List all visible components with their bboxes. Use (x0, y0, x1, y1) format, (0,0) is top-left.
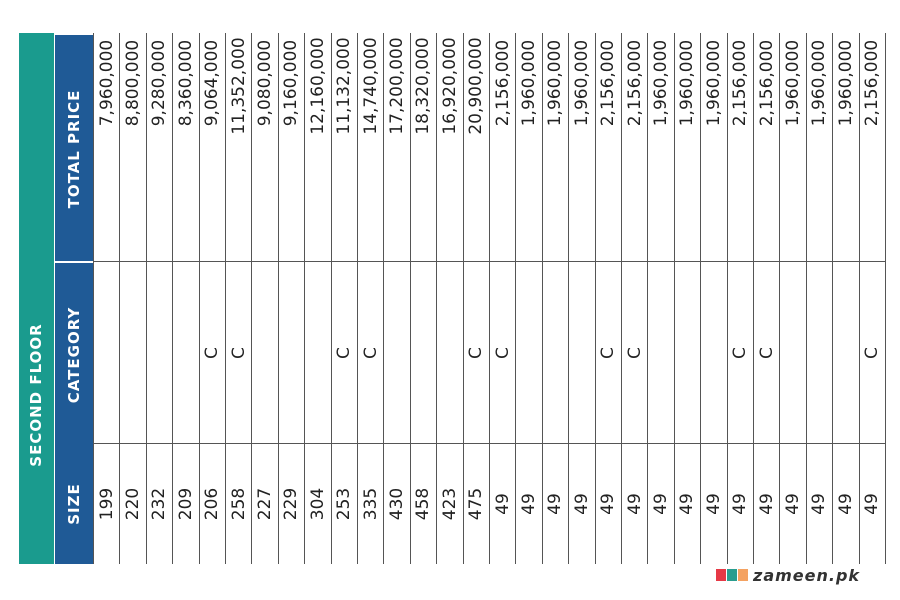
table-row (621, 33, 647, 564)
total-price-value: 11,132,000 (334, 36, 355, 135)
table-row (832, 33, 858, 564)
table-row (859, 33, 885, 564)
total-price-value: 1,960,000 (677, 39, 698, 127)
total-price-value: 9,280,000 (149, 39, 170, 127)
category-cell (305, 261, 330, 444)
table-row (172, 33, 198, 564)
size-value: 49 (598, 493, 619, 515)
size-cell (147, 444, 172, 564)
total-price-cell (252, 33, 277, 261)
total-price-value: 17,200,000 (387, 36, 408, 135)
size-cell (807, 444, 832, 564)
total-price-cell (464, 33, 489, 261)
header-category (55, 261, 93, 446)
header-size-label: SIZE (65, 483, 83, 525)
total-price-cell (411, 33, 436, 261)
total-price-value: 1,960,000 (703, 39, 724, 127)
category-cell (226, 261, 251, 444)
category-cell (728, 261, 753, 444)
table-row (727, 33, 753, 564)
size-value: 49 (519, 493, 540, 515)
total-price-value: 9,064,000 (202, 39, 223, 127)
category-value: C (466, 346, 487, 359)
category-cell (279, 261, 304, 444)
size-cell (384, 444, 409, 564)
size-cell (648, 444, 673, 564)
category-cell (200, 261, 225, 444)
size-value: 229 (281, 487, 302, 521)
size-cell (173, 444, 198, 564)
category-cell (464, 261, 489, 444)
table-row (700, 33, 726, 564)
category-cell (596, 261, 621, 444)
total-price-value: 8,360,000 (175, 39, 196, 127)
total-price-cell (226, 33, 251, 261)
category-cell (543, 261, 568, 444)
category-value: C (202, 346, 223, 359)
category-cell (437, 261, 462, 444)
size-cell (596, 444, 621, 564)
total-price-value: 2,156,000 (492, 39, 513, 127)
total-price-value: 7,960,000 (96, 39, 117, 127)
table-row (331, 33, 357, 564)
total-price-value: 2,156,000 (756, 39, 777, 127)
total-price-value: 2,156,000 (730, 39, 751, 127)
total-price-cell (596, 33, 621, 261)
total-price-cell (305, 33, 330, 261)
size-value: 258 (228, 487, 249, 521)
total-price-cell (384, 33, 409, 261)
header-total-price-label: TOTAL PRICE (65, 89, 83, 209)
size-value: 430 (387, 487, 408, 521)
size-cell (754, 444, 779, 564)
total-price-value: 1,960,000 (571, 39, 592, 127)
category-cell (94, 261, 119, 444)
total-price-value: 16,920,000 (439, 36, 460, 135)
size-cell (728, 444, 753, 564)
table-row (251, 33, 277, 564)
category-cell (358, 261, 383, 444)
table-row (753, 33, 779, 564)
size-value: 227 (255, 487, 276, 521)
category-cell (701, 261, 726, 444)
size-cell (701, 444, 726, 564)
total-price-value: 18,320,000 (413, 36, 434, 135)
total-price-cell (780, 33, 805, 261)
size-value: 49 (651, 493, 672, 515)
category-cell (252, 261, 277, 444)
category-cell (411, 261, 436, 444)
category-value: C (334, 346, 355, 359)
size-cell (569, 444, 594, 564)
size-cell (543, 444, 568, 564)
table-row (225, 33, 251, 564)
total-price-value: 12,160,000 (307, 36, 328, 135)
total-price-cell (569, 33, 594, 261)
category-cell (648, 261, 673, 444)
total-price-cell (490, 33, 515, 261)
total-price-cell (120, 33, 145, 261)
table-row (146, 33, 172, 564)
total-price-value: 1,960,000 (651, 39, 672, 127)
total-price-value: 1,960,000 (519, 39, 540, 127)
category-cell (569, 261, 594, 444)
size-value: 49 (835, 493, 856, 515)
table-row (779, 33, 805, 564)
total-price-cell (807, 33, 832, 261)
total-price-cell (648, 33, 673, 261)
size-value: 49 (571, 493, 592, 515)
size-cell (252, 444, 277, 564)
total-price-value: 9,160,000 (281, 39, 302, 127)
category-value: C (228, 346, 249, 359)
category-cell (147, 261, 172, 444)
table-row (542, 33, 568, 564)
total-price-cell (754, 33, 779, 261)
price-table (93, 33, 886, 564)
size-cell (332, 444, 357, 564)
size-cell (305, 444, 330, 564)
size-value: 49 (756, 493, 777, 515)
total-price-cell (728, 33, 753, 261)
total-price-cell (860, 33, 885, 261)
total-price-cell (200, 33, 225, 261)
size-cell (490, 444, 515, 564)
category-cell (860, 261, 885, 444)
size-cell (226, 444, 251, 564)
size-value: 423 (439, 487, 460, 521)
total-price-value: 11,352,000 (228, 36, 249, 135)
category-cell (807, 261, 832, 444)
size-value: 220 (123, 487, 144, 521)
table-row (383, 33, 409, 564)
table-row (595, 33, 621, 564)
table-row (278, 33, 304, 564)
size-value: 206 (202, 487, 223, 521)
category-cell (384, 261, 409, 444)
logo-mark-orange (738, 569, 748, 581)
category-cell (332, 261, 357, 444)
size-value: 335 (360, 487, 381, 521)
size-value: 49 (624, 493, 645, 515)
size-cell (464, 444, 489, 564)
category-value: C (862, 346, 883, 359)
logo-mark-red (716, 569, 726, 581)
size-cell (279, 444, 304, 564)
table-row (93, 33, 119, 564)
total-price-cell (701, 33, 726, 261)
size-cell (200, 444, 225, 564)
size-cell (780, 444, 805, 564)
size-value: 232 (149, 487, 170, 521)
size-value: 304 (307, 487, 328, 521)
total-price-cell (543, 33, 568, 261)
size-value: 49 (809, 493, 830, 515)
size-cell (516, 444, 541, 564)
total-price-cell (332, 33, 357, 261)
category-value: C (598, 346, 619, 359)
size-cell (437, 444, 462, 564)
size-value: 49 (545, 493, 566, 515)
size-value: 253 (334, 487, 355, 521)
category-cell (120, 261, 145, 444)
size-value: 49 (492, 493, 513, 515)
category-cell (833, 261, 858, 444)
table-row (647, 33, 673, 564)
total-price-cell (358, 33, 383, 261)
total-price-value: 2,156,000 (624, 39, 645, 127)
header-total-price (55, 33, 93, 263)
total-price-cell (833, 33, 858, 261)
total-price-value: 8,800,000 (123, 39, 144, 127)
total-price-value: 1,960,000 (835, 39, 856, 127)
total-price-value: 9,080,000 (255, 39, 276, 127)
size-value: 49 (677, 493, 698, 515)
total-price-cell (147, 33, 172, 261)
watermark-text: zameen.pk (753, 565, 861, 585)
size-value: 49 (730, 493, 751, 515)
category-cell (173, 261, 198, 444)
logo-mark-teal (727, 569, 737, 581)
category-cell (516, 261, 541, 444)
category-cell (780, 261, 805, 444)
size-value: 475 (466, 487, 487, 521)
category-cell (622, 261, 647, 444)
table-row (568, 33, 594, 564)
total-price-value: 1,960,000 (783, 39, 804, 127)
total-price-value: 20,900,000 (466, 36, 487, 135)
size-value: 49 (783, 493, 804, 515)
total-price-value: 14,740,000 (360, 36, 381, 135)
category-cell (490, 261, 515, 444)
size-cell (358, 444, 383, 564)
category-value: C (756, 346, 777, 359)
size-cell (622, 444, 647, 564)
size-value: 49 (703, 493, 724, 515)
size-value: 458 (413, 487, 434, 521)
total-price-cell (675, 33, 700, 261)
total-price-cell (279, 33, 304, 261)
size-cell (94, 444, 119, 564)
total-price-value: 2,156,000 (862, 39, 883, 127)
total-price-cell (516, 33, 541, 261)
section-title: SECOND FLOOR (27, 323, 45, 467)
size-cell (120, 444, 145, 564)
total-price-value: 2,156,000 (598, 39, 619, 127)
size-cell (833, 444, 858, 564)
category-value: C (492, 346, 513, 359)
size-value: 49 (862, 493, 883, 515)
total-price-cell (173, 33, 198, 261)
section-banner (19, 33, 54, 564)
table-row (515, 33, 541, 564)
table-row (119, 33, 145, 564)
category-value: C (730, 346, 751, 359)
size-cell (860, 444, 885, 564)
category-cell (675, 261, 700, 444)
total-price-value: 1,960,000 (545, 39, 566, 127)
total-price-cell (437, 33, 462, 261)
header-category-label: CATEGORY (65, 306, 83, 403)
size-cell (675, 444, 700, 564)
table-row (410, 33, 436, 564)
table-row (674, 33, 700, 564)
table-row (463, 33, 489, 564)
table-row (199, 33, 225, 564)
size-value: 209 (175, 487, 196, 521)
watermark-logo (716, 566, 884, 584)
category-value: C (360, 346, 381, 359)
category-cell (754, 261, 779, 444)
size-cell (411, 444, 436, 564)
column-header-band (55, 33, 93, 564)
table-row (436, 33, 462, 564)
table-row (489, 33, 515, 564)
table-row (304, 33, 330, 564)
category-value: C (624, 346, 645, 359)
total-price-cell (94, 33, 119, 261)
table-row (806, 33, 832, 564)
total-price-value: 1,960,000 (809, 39, 830, 127)
size-value: 199 (96, 487, 117, 521)
header-size (55, 444, 93, 564)
total-price-cell (622, 33, 647, 261)
table-row (357, 33, 383, 564)
